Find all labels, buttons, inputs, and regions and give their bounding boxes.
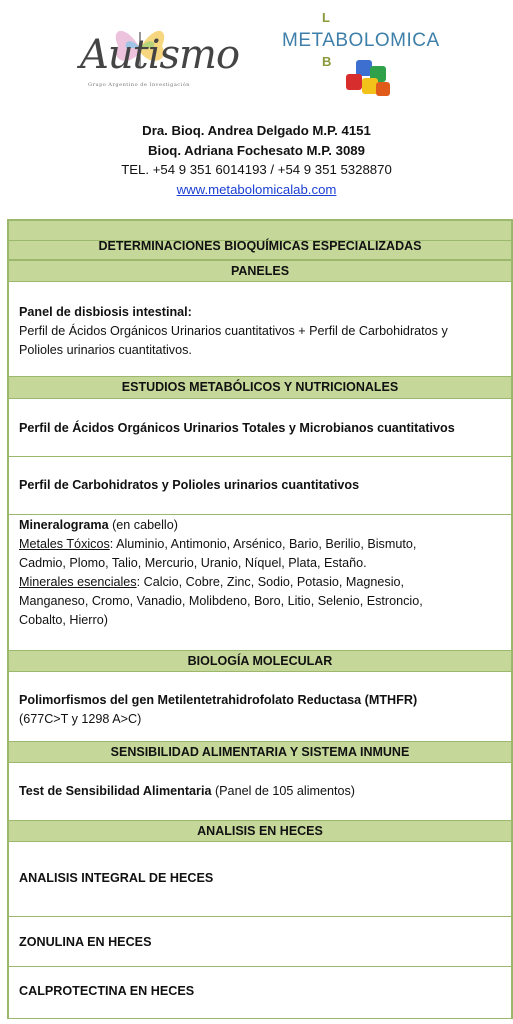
section-header-biologia: BIOLOGÍA MOLECULAR <box>7 651 513 672</box>
mineralograma-title: Mineralograma <box>19 518 109 532</box>
list-item-acidos-organicos <box>7 399 513 457</box>
determinaciones-table <box>7 219 513 1019</box>
autismo-logo-word: Autismo <box>80 32 240 78</box>
metabolomica-lab-logo <box>282 8 440 108</box>
toxicos-line-1: : Aluminio, Antimonio, Arsénico, Bario, Berilio, Bismuto, <box>109 537 417 551</box>
autismo-logo-subtitle: Grupo Argentino de Investigación <box>88 82 190 88</box>
mthfr-note: (677C>T y 1298 A>C) <box>19 712 142 726</box>
mthfr-title: Polimorfismos del gen Metilentetrahidrofolato Reductasa (MTHFR) <box>19 693 418 707</box>
autismo-logo <box>80 18 240 98</box>
list-item-heces-integral <box>7 842 513 917</box>
list-item-disbiosis <box>7 282 513 377</box>
list-item-carbohidratos <box>7 457 513 515</box>
list-item-mineralograma <box>7 515 513 651</box>
list-item-calprotectina <box>7 967 513 1019</box>
calprotectina-title: CALPROTECTINA EN HECES <box>19 984 195 998</box>
doctor-name-2: Bioq. Adriana Fochesato M.P. 3089 <box>148 142 365 158</box>
metabolomica-logo-word: METABOLOMICA <box>282 30 440 51</box>
section-header-paneles: PANELES <box>7 261 513 282</box>
table-title <box>7 241 513 261</box>
contact-block <box>0 121 513 199</box>
toxicos-label: Metales Tóxicos <box>19 537 110 551</box>
mineralograma-note: (en cabello) <box>108 518 178 532</box>
list-item-sensibilidad <box>7 763 513 821</box>
sensibilidad-title: Test de Sensibilidad Alimentaria <box>19 784 212 798</box>
list-item-mthfr <box>7 672 513 742</box>
doctor-name-1: Dra. Bioq. Andrea Delgado M.P. 4151 <box>142 123 371 138</box>
logo-letter-b: B <box>322 54 332 69</box>
section-header-heces: ANALISIS EN HECES <box>7 821 513 842</box>
table-top-band <box>7 219 513 241</box>
carbohidratos-title: Perfil de Carbohidratos y Polioles urinarios cuantitativos <box>19 478 360 492</box>
sensibilidad-note: (Panel de 105 alimentos) <box>211 784 355 798</box>
phone-numbers: TEL. +54 9 351 6014193 / +54 9 351 5328870 <box>121 162 392 177</box>
table-title-text: DETERMINACIONES BIOQUÍMICAS ESPECIALIZADAS <box>98 239 422 253</box>
list-item-zonulina <box>7 917 513 967</box>
esenciales-line-2: Manganeso, Cromo, Vanadio, Molibdeno, Boro, Litio, Selenio, Estroncio, <box>19 594 423 608</box>
toxicos-line-2: Cadmio, Plomo, Talio, Mercurio, Uranio, Níquel, Plata, Estaño. <box>19 556 367 570</box>
logo-letter-l: L <box>322 10 330 25</box>
disbiosis-title: Panel de disbiosis intestinal: <box>19 305 192 319</box>
section-header-sensibilidad: SENSIBILIDAD ALIMENTARIA Y SISTEMA INMUNE <box>7 742 513 763</box>
website-link[interactable]: www.metabolomicalab.com <box>176 181 337 197</box>
disbiosis-line-1: Perfil de Ácidos Orgánicos Urinarios cuantitativos + Perfil de Carbohidratos y <box>19 324 448 338</box>
disbiosis-line-2: Polioles urinarios cuantitativos. <box>19 343 192 357</box>
esenciales-line-3: Cobalto, Hierro) <box>19 613 108 627</box>
esenciales-line-1: : Calcio, Cobre, Zinc, Sodio, Potasio, Magnesio, <box>136 575 405 589</box>
acidos-organicos-title: Perfil de Ácidos Orgánicos Urinarios Totales y Microbianos cuantitativos <box>19 421 455 435</box>
heces-integral-title: ANALISIS INTEGRAL DE HECES <box>19 871 214 885</box>
esenciales-label: Minerales esenciales <box>19 575 137 589</box>
puzzle-icon <box>340 58 396 104</box>
zonulina-title: ZONULINA EN HECES <box>19 935 152 949</box>
section-header-metabolicos: ESTUDIOS METABÓLICOS Y NUTRICIONALES <box>7 377 513 399</box>
